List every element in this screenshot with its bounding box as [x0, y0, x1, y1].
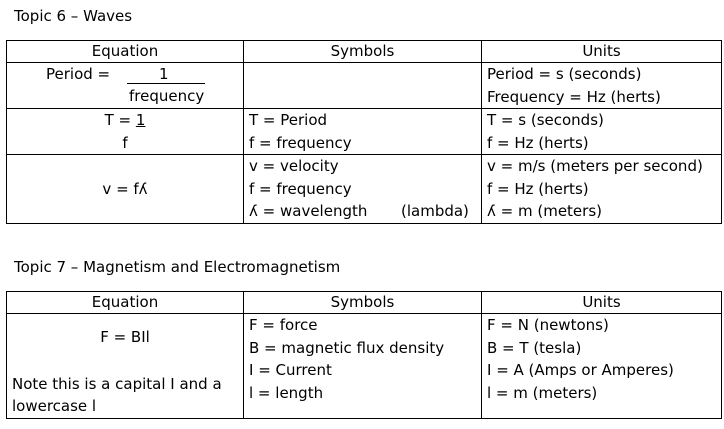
symbol-line: I = Current: [249, 361, 332, 379]
unit-line: Period = s (seconds): [487, 65, 642, 83]
period-fraction: [12, 63, 238, 108]
unit-line: l = m (meters): [487, 383, 598, 402]
header-units: Units: [482, 292, 722, 314]
symbol-line: f = frequency: [249, 133, 352, 152]
period-label: Period =: [46, 65, 111, 83]
table-row: [7, 63, 722, 109]
header-equation: Equation: [7, 41, 244, 63]
unit-line: v = m/s (meters per second): [487, 157, 703, 175]
unit-line: F = N (newtons): [487, 316, 609, 334]
unit-line: ʎ = m (meters): [487, 202, 602, 220]
topic-7-title: Topic 7 – Magnetism and Electromagnetism: [14, 258, 341, 276]
wave-equation-cell: [7, 155, 244, 224]
header-symbols: Symbols: [244, 292, 482, 314]
unit-line: I = A (Amps or Amperes): [487, 361, 674, 379]
unit-line: Frequency = Hz (herts): [487, 87, 661, 106]
symbol-line: T = Period: [249, 111, 328, 129]
topic-7-table: [6, 291, 722, 419]
t-symbols-cell: [244, 109, 482, 155]
table-row: [7, 155, 722, 224]
fraction-denominator: frequency: [129, 87, 205, 105]
symbol-line: ʎ = wavelength: [249, 202, 368, 220]
fraction-denominator: f: [122, 133, 128, 152]
symbol-line: l = length: [249, 383, 324, 402]
symbol-line: v = velocity: [249, 157, 339, 175]
wave-symbols-cell: [244, 155, 482, 224]
equation-prefix: T =: [104, 111, 136, 129]
symbol-line: f = frequency: [249, 179, 352, 198]
wave-equation: v = fʎ: [102, 179, 148, 198]
force-symbols-cell: [244, 314, 482, 419]
lambda-note: (lambda): [401, 202, 469, 220]
t-equation-cell: [7, 109, 244, 155]
topic-6-table: [6, 40, 722, 224]
force-units-cell: [482, 314, 722, 419]
topic-6-title: Topic 6 – Waves: [14, 7, 133, 25]
unit-line: f = Hz (herts): [487, 133, 589, 152]
table-header-row: [7, 41, 722, 63]
table-header-row: [7, 292, 722, 314]
header-units: Units: [482, 41, 722, 63]
lambda-row: [249, 200, 476, 223]
table-row: [7, 314, 722, 419]
unit-line: T = s (seconds): [487, 111, 604, 129]
period-equation-cell: [7, 63, 244, 109]
note-line: Note this is a capital I and a: [12, 374, 222, 393]
symbol-line: F = force: [249, 316, 318, 334]
header-symbols: Symbols: [244, 41, 482, 63]
table-row: [7, 109, 722, 155]
fraction-numerator: 1: [159, 65, 169, 83]
symbol-line: B = magnetic flux density: [249, 338, 445, 357]
fraction-numerator: 1: [135, 111, 146, 129]
fraction-bar: [127, 83, 205, 84]
period-units-cell: [482, 63, 722, 109]
t-equation: [12, 109, 238, 132]
force-equation: F = BIl: [100, 328, 150, 346]
empty-symbols-cell: [244, 63, 482, 109]
note-line: lowercase l: [12, 397, 97, 415]
unit-line: f = Hz (herts): [487, 179, 589, 198]
unit-line: B = T (tesla): [487, 338, 582, 357]
force-equation-cell: [7, 314, 244, 419]
header-equation: Equation: [7, 292, 244, 314]
t-units-cell: [482, 109, 722, 155]
wave-units-cell: [482, 155, 722, 224]
